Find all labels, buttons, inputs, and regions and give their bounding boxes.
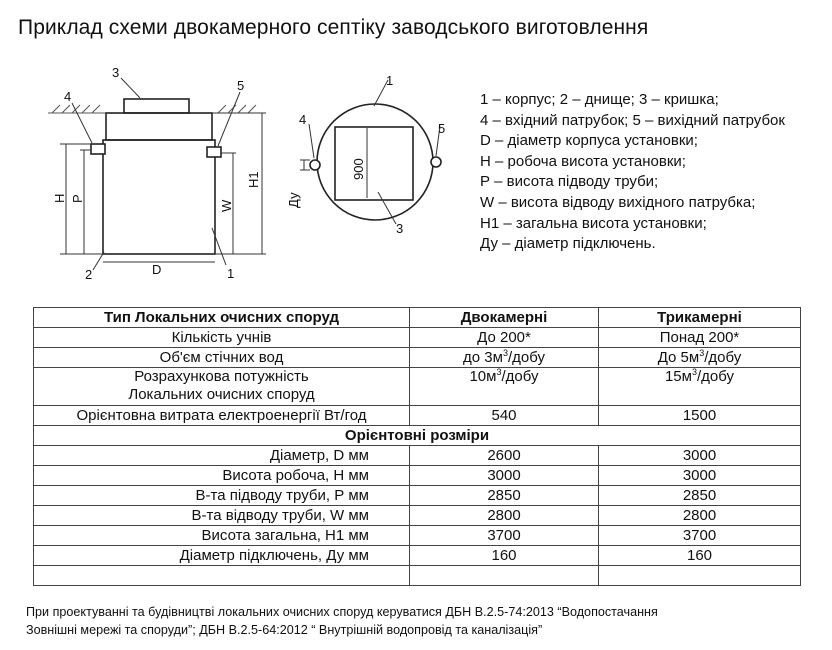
label-3-top: 3 [396, 221, 404, 236]
empty-row [34, 566, 801, 586]
label-H1: H1 [246, 171, 261, 188]
footnote-line-2: Зовнішні мережі та споруди”; ДБН В.2.5-64:2012 “ Внутрішній водопровід та каналізація” [26, 623, 543, 637]
legend-line: Р – висота підводу труби; [480, 173, 659, 191]
label-W: W [219, 199, 234, 212]
dim-c1: 2850 [410, 486, 599, 506]
label-1-top: 1 [386, 73, 394, 88]
dim-c2: 2800 [599, 506, 801, 526]
dim-param: В-та відводу труби, W мм [34, 506, 410, 526]
dim-param: Висота робоча, Н мм [34, 466, 410, 486]
dim-param: Висота загальна, Н1 мм [34, 526, 410, 546]
label-900: 900 [351, 158, 366, 180]
row-c1: до $3м^3$/добу [410, 348, 599, 368]
lid-shape [124, 99, 189, 113]
label-1-side: 1 [227, 266, 235, 281]
legend-line: Ду – діаметр підключень. [480, 235, 656, 253]
table-row [34, 486, 801, 506]
label-5-top: 5 [438, 121, 446, 136]
dim-c2: 160 [599, 546, 801, 566]
capacity-param: Розрахункова потужність Локальних очисних споруд [34, 368, 410, 406]
row-c2: До $5м^3$/добу [599, 348, 801, 368]
empty-cell [410, 566, 599, 586]
legend-line: D – діаметр корпуса установки; [480, 132, 698, 150]
top-inlet-circle [310, 160, 320, 170]
top-view [310, 104, 441, 220]
dim-c2: 3000 [599, 466, 801, 486]
table-row [34, 406, 801, 426]
label-D: D [152, 262, 162, 277]
header-col2: Трикамерні [599, 308, 801, 328]
label-4-side: 4 [64, 89, 72, 104]
legend-line: 1 – корпус; 2 – днище; 3 – кришка; [480, 91, 719, 108]
header-param: Тип Локальних очисних споруд [34, 308, 410, 328]
empty-cell [599, 566, 801, 586]
neck-shape [106, 113, 212, 140]
row-param: Об'єм стічних вод [34, 348, 410, 368]
dim-c2: 3000 [599, 446, 801, 466]
top-outlet-circle [431, 157, 441, 167]
section-title: Орієнтовні розміри [34, 426, 801, 446]
table-row [34, 526, 801, 546]
label-P: P [70, 194, 85, 203]
legend-line: 4 – вхідний патрубок; 5 – вихідний патрубок [480, 111, 785, 129]
table-row [34, 446, 801, 466]
header-col1: Двокамерні [410, 308, 599, 328]
table-header-row [34, 308, 801, 328]
dim-c1: 3700 [410, 526, 599, 546]
label-H: H [52, 193, 67, 203]
table-row [34, 506, 801, 526]
row-param: Кількість учнів [34, 328, 410, 348]
page-title: Приклад схеми двокамерного септіку заводського виготовлення [18, 16, 649, 39]
legend-line: W – висота відводу вихідного патрубка; [480, 193, 756, 211]
dim-param: В-та підводу труби, Р мм [34, 486, 410, 506]
footnote-line-1: При проектуванні та будівництві локальних очисних споруд керуватися ДБН В.2.5-74:2013 “Водопостачання [26, 605, 658, 619]
capacity-c2: $15м^3$/добу [599, 368, 801, 406]
dim-param: Діаметр підключень, Ду мм [34, 546, 410, 566]
energy-c1: 540 [410, 406, 599, 426]
capacity-c1: $10м^3$/добу [410, 368, 599, 406]
dim-c1: 2600 [410, 446, 599, 466]
table-row [34, 466, 801, 486]
row-c1: До 200* [410, 328, 599, 348]
section-row [34, 426, 801, 446]
label-4-top: 4 [299, 112, 307, 127]
top-lid-square [335, 127, 413, 200]
dim-c2: 3700 [599, 526, 801, 546]
body-shape [103, 140, 215, 254]
legend-line: Н – робоча висота установки; [480, 152, 686, 170]
label-du: Ду [286, 192, 301, 208]
dim-c1: 2800 [410, 506, 599, 526]
label-2-side: 2 [85, 267, 93, 282]
side-view [91, 99, 221, 254]
energy-c2: 1500 [599, 406, 801, 426]
table-row [34, 368, 801, 406]
dim-c1: 160 [410, 546, 599, 566]
ground-hatch [48, 105, 262, 113]
legend-line: Н1 – загальна висота установки; [480, 214, 707, 232]
dim-c1: 3000 [410, 466, 599, 486]
label-5-side: 5 [237, 78, 245, 93]
label-3-side: 3 [112, 65, 120, 80]
table-row [34, 348, 801, 368]
table-row [34, 328, 801, 348]
energy-param: Орієнтовна витрата електроенергії Вт/год [34, 406, 410, 426]
empty-cell [34, 566, 410, 586]
dim-c2: 2850 [599, 486, 801, 506]
outlet-pipe-shape [207, 147, 221, 157]
table-row [34, 546, 801, 566]
spec-table [33, 307, 801, 586]
footnote [26, 603, 658, 639]
dim-param: Діаметр, D мм [34, 446, 410, 466]
inlet-pipe-shape [91, 144, 105, 154]
row-c2: Понад 200* [599, 328, 801, 348]
legend [480, 90, 785, 255]
